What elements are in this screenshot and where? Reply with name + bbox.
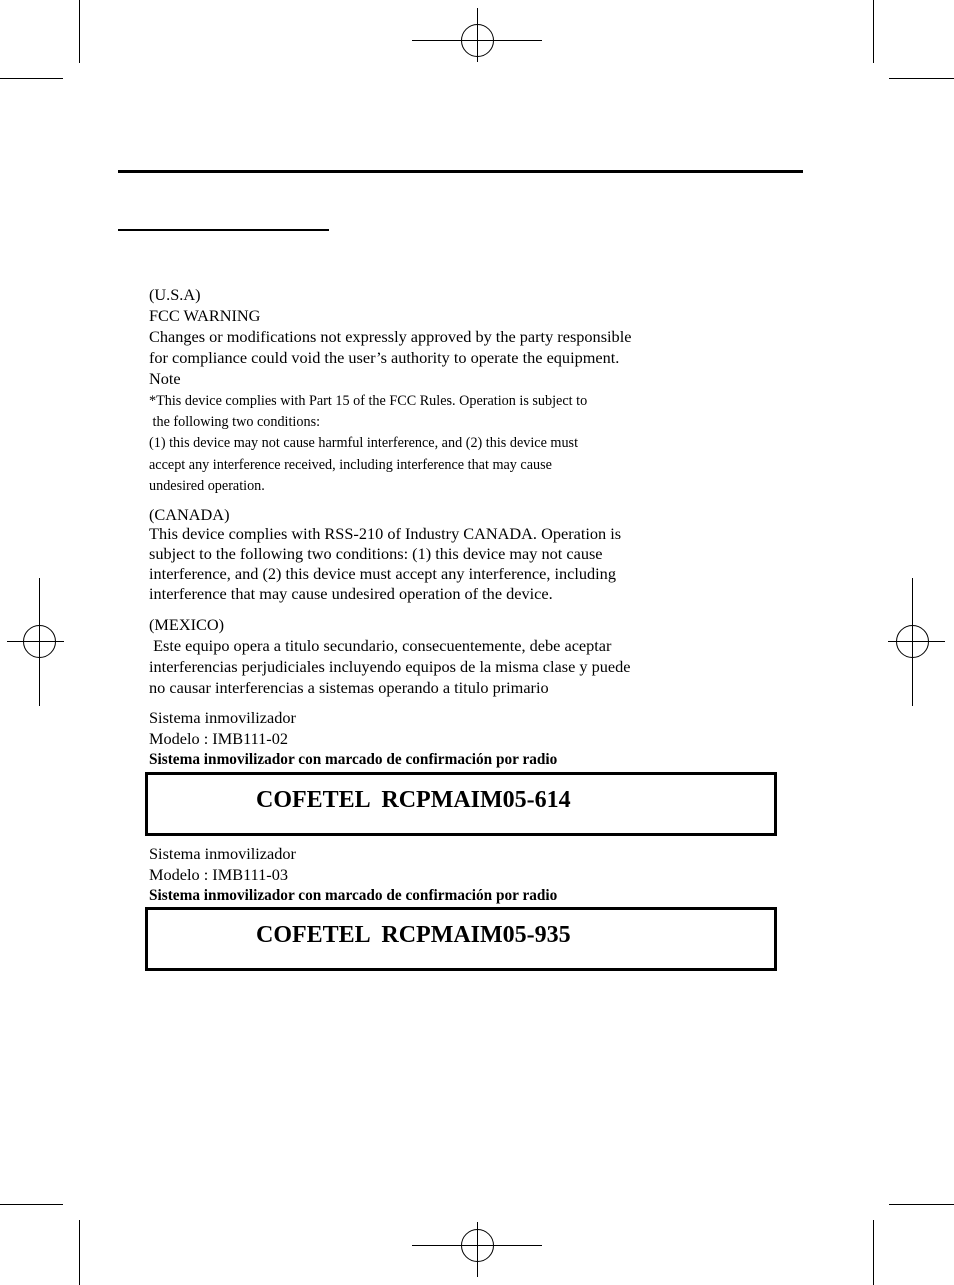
cofetel-code-2: COFETEL RCPMAIM05-935 bbox=[256, 922, 571, 948]
crop-mark-top-left-h bbox=[0, 78, 63, 79]
crop-mark-bottom-right-v bbox=[873, 1220, 874, 1285]
registration-right-circle bbox=[896, 625, 929, 658]
fcc-changes-line-2: for compliance could void the user’s authority to operate the equipment. bbox=[149, 348, 620, 367]
fcc-warning-heading: FCC WARNING bbox=[149, 306, 261, 325]
registration-top-circle bbox=[461, 24, 494, 57]
usa-heading: (U.S.A) bbox=[149, 285, 201, 304]
canada-line-2: subject to the following two conditions: (1) this device may not cause bbox=[149, 544, 603, 563]
crop-mark-top-right-h bbox=[889, 78, 954, 79]
system-2-model: Modelo : IMB111-03 bbox=[149, 865, 288, 884]
mexico-line-1: Este equipo opera a titulo secundario, consecuentemente, debe aceptar bbox=[149, 636, 612, 655]
registration-left-circle bbox=[23, 625, 56, 658]
system-1-model: Modelo : IMB111-02 bbox=[149, 729, 288, 748]
fcc-note-line-3: (1) this device may not cause harmful interference, and (2) this device must bbox=[149, 435, 579, 451]
mexico-line-3: no causar interferencias a sistemas operando a titulo primario bbox=[149, 678, 549, 697]
registration-bottom-circle bbox=[461, 1229, 494, 1262]
crop-mark-bottom-left-v bbox=[79, 1220, 80, 1285]
fcc-changes-line-1: Changes or modifications not expressly approved by the party responsible bbox=[149, 327, 632, 346]
fcc-note-line-1: *This device complies with Part 15 of the FCC Rules. Operation is subject to bbox=[149, 393, 588, 409]
fcc-note-line-5: undesired operation. bbox=[149, 478, 265, 494]
system-1-name: Sistema inmovilizador bbox=[149, 708, 296, 727]
system-1-description: Sistema inmovilizador con marcado de confirmación por radio bbox=[149, 751, 558, 768]
crop-mark-top-left-v bbox=[79, 0, 80, 63]
crop-mark-top-right-v bbox=[873, 0, 874, 63]
note-heading: Note bbox=[149, 369, 181, 388]
header-rule bbox=[118, 170, 803, 173]
mexico-heading: (MEXICO) bbox=[149, 615, 225, 634]
canada-line-3: interference, and (2) this device must accept any interference, including bbox=[149, 564, 616, 583]
crop-mark-bottom-right-h bbox=[889, 1204, 954, 1205]
canada-heading: (CANADA) bbox=[149, 505, 230, 524]
cofetel-code-1: COFETEL RCPMAIM05-614 bbox=[256, 787, 571, 813]
fcc-note-line-4: accept any interference received, including interference that may cause bbox=[149, 457, 552, 473]
system-2-description: Sistema inmovilizador con marcado de confirmación por radio bbox=[149, 887, 558, 904]
cofetel-box-1 bbox=[145, 772, 777, 836]
canada-line-1: This device complies with RSS-210 of Industry CANADA. Operation is bbox=[149, 524, 622, 543]
crop-mark-bottom-left-h bbox=[0, 1204, 63, 1205]
title-underline bbox=[118, 229, 329, 231]
cofetel-box-2 bbox=[145, 907, 777, 971]
fcc-note-line-2: the following two conditions: bbox=[149, 414, 321, 430]
mexico-line-2: interferencias perjudiciales incluyendo equipos de la misma clase y puede bbox=[149, 657, 631, 676]
canada-line-4: interference that may cause undesired operation of the device. bbox=[149, 584, 553, 603]
system-2-name: Sistema inmovilizador bbox=[149, 844, 296, 863]
